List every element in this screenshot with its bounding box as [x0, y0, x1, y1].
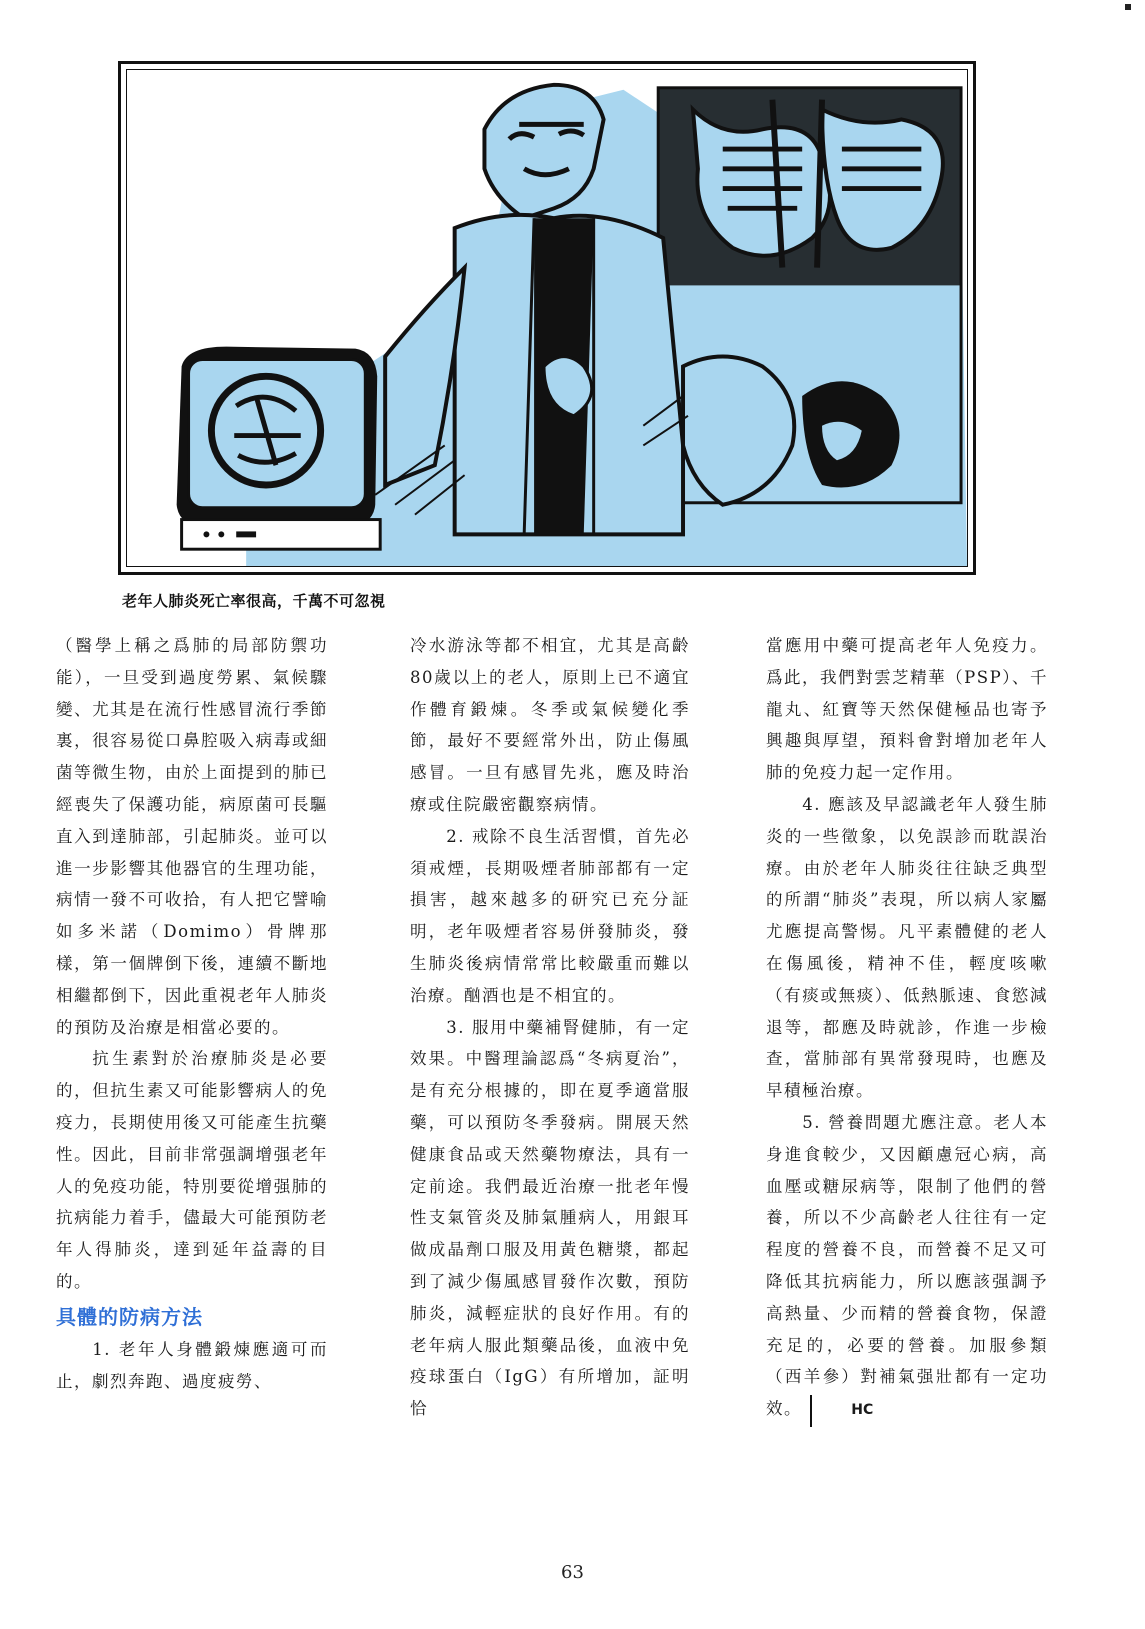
section-heading: 具體的防病方法 [56, 1304, 203, 1329]
illustration-frame [118, 61, 976, 575]
paragraph: 3. 服用中藥補腎健肺，有一定效果。中醫理論認爲“冬病夏治”，是有充分根據的，即在夏季適當服藥，可以預防冬季發病。開展天然健康食品或天然藥物療法，具有一定前途。我們最近治療一批老年慢性支氣管炎及肺氣腫病人，用銀耳做成晶劑口服及用黃色糖漿，都起到了減少傷風感冒發作次數，預防肺炎，減輕症狀的良好作用。有的老年病人服此類藥品後，血液中免疫球蛋白（IgG）有所增加，証明恰 [410, 1017, 690, 1419]
article-end-mark: HC [810, 1395, 873, 1427]
page-number: 63 [561, 1562, 584, 1583]
illustration-caption: 老年人肺炎死亡率很高，千萬不可忽視 [122, 592, 386, 610]
paragraph: 2. 戒除不良生活習慣，首先必須戒煙，長期吸煙者肺部都有一定損害，越來越多的研究已充分証明，老年吸煙者容易併發肺炎，發生肺炎後病情常常比較嚴重而難以治療。酗酒也是不相宜的。 [410, 826, 690, 1005]
paragraph: 抗生素對於治療肺炎是必要的，但抗生素又可能影響病人的免疫力，長期使用後又可能產生抗藥性。因此，目前非常强調增强老年人的免疫功能，特別要從增强肺的抗病能力着手，儘最大可能預防老年人得肺炎，達到延年益壽的目的。 [56, 1049, 328, 1291]
illustration [126, 69, 968, 567]
paragraph: 當應用中藥可提高老年人免疫力。爲此，我們對雲芝精華（PSP）、千龍丸、紅寶等天然保健極品也寄予興趣與厚望，預料會對增加老年人肺的免疫力起一定作用。 [766, 636, 1048, 783]
text-column-1 [56, 630, 328, 1397]
text-column-3 [766, 630, 1048, 1427]
illustration-artwork [127, 70, 967, 566]
paragraph-text: 5. 營養問題尤應注意。老人本身進食較少，又因顧慮冠心病，高血壓或糖尿病等，限制了他們的營養，所以不少高齡老人往往有一定程度的營養不良，而營養不足又可降低其抗病能力，所以應該强調予高熱量、少而精的營養食物，保證充足的，必要的營養。加服參類（西羊參）對補氣强壯都有一定功效。 [766, 1112, 1048, 1419]
text-column-2 [410, 630, 690, 1425]
paragraph [766, 1107, 1048, 1427]
paragraph: 1. 老年人身體鍛煉應適可而止，劇烈奔跑、過度疲勞、 [56, 1339, 328, 1391]
paragraph: （醫學上稱之爲肺的局部防禦功能），一旦受到過度勞累、氣候驟變、尤其是在流行性感冒流行季節裏，很容易從口鼻腔吸入病毒或細菌等微生物，由於上面提到的肺已經喪失了保護功能，病原菌可長驅直入到達肺部，引起肺炎。並可以進一步影響其他器官的生理功能，病情一發不可收拾，有人把它譬喻如多米諾（Domimo）骨牌那樣，第一個牌倒下後，連續不斷地相繼都倒下，因此重視老年人肺炎的預防及治療是相當必要的。 [56, 636, 328, 1037]
paragraph: 冷水游泳等都不相宜，尤其是高齡80歲以上的老人，原則上已不適宜作體育鍛煉。冬季或氣候變化季節，最好不要經常外出，防止傷風感冒。一旦有感冒先兆，應及時治療或住院嚴密觀察病情。 [410, 636, 690, 814]
corner-registration-mark [1125, 4, 1131, 10]
paragraph: 4. 應該及早認識老年人發生肺炎的一些徵象，以免誤診而耽誤治療。由於老年人肺炎往往缺乏典型的所謂“肺炎”表現，所以病人家屬尤應提高警惕。凡平素體健的老人在傷風後，精神不佳，輕度咳嗽（有痰或無痰）、低熱脈速、食慾減退等，都應及時就診，作進一步檢查，當肺部有異常發現時，也應及早積極治療。 [766, 794, 1048, 1101]
